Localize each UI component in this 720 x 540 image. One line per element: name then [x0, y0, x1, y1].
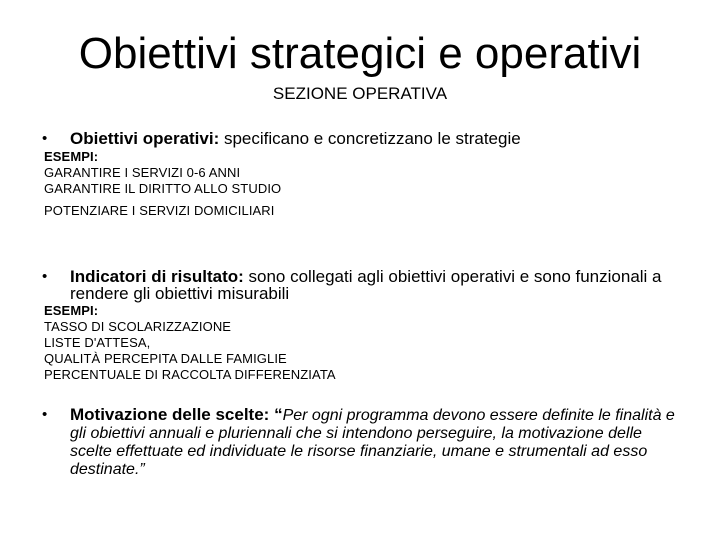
- bullet-icon: •: [42, 268, 48, 285]
- example-item: TASSO DI SCOLARIZZAZIONE: [44, 319, 232, 334]
- bullet-icon: •: [42, 130, 48, 147]
- example-item: POTENZIARE I SERVIZI DOMICILIARI: [44, 203, 275, 218]
- examples-header: ESEMPI:: [44, 303, 99, 318]
- bullet-term: Indicatori di risultato:: [70, 267, 244, 286]
- bullet-description: sono collegati agli obiettivi operativi e sono funzionali a rendere gli obiettivi misurabili: [70, 267, 662, 303]
- example-item: PERCENTUALE DI RACCOLTA DIFFERENZIATA: [44, 367, 336, 382]
- slide-subtitle: SEZIONE OPERATIVA: [272, 84, 448, 103]
- bullet-icon: •: [42, 406, 48, 423]
- example-item: LISTE D'ATTESA,: [44, 335, 151, 350]
- slide-title: Obiettivi strategici e operativi: [78, 29, 642, 78]
- bullet-text: [70, 268, 682, 302]
- bullet-quote: Per ogni programma devono essere definite le finalità e gli obiettivi annuali e pluriennali che si intendono perseguire, la motivazione delle scelte effettuate ed individuate le risorse finanziarie, umane e strumentali ad esso destinate.”: [70, 407, 675, 478]
- examples-block-2: [44, 303, 644, 383]
- example-item: GARANTIRE I SERVIZI 0-6 ANNI: [44, 165, 241, 180]
- open-quote: “: [269, 405, 283, 424]
- bullet-text: [70, 130, 682, 147]
- examples-block-1: [44, 149, 644, 219]
- example-item: QUALITÀ PERCEPITA DALLE FAMIGLIE: [44, 351, 287, 366]
- example-item: GARANTIRE IL DIRITTO ALLO STUDIO: [44, 181, 282, 196]
- examples-header: ESEMPI:: [44, 149, 99, 164]
- bullet-term: Motivazione delle scelte:: [70, 405, 270, 424]
- bullet-term: Obiettivi operativi:: [70, 129, 220, 148]
- bullet-description: specificano e concretizzano le strategie: [219, 129, 521, 148]
- bullet-text: [70, 406, 682, 478]
